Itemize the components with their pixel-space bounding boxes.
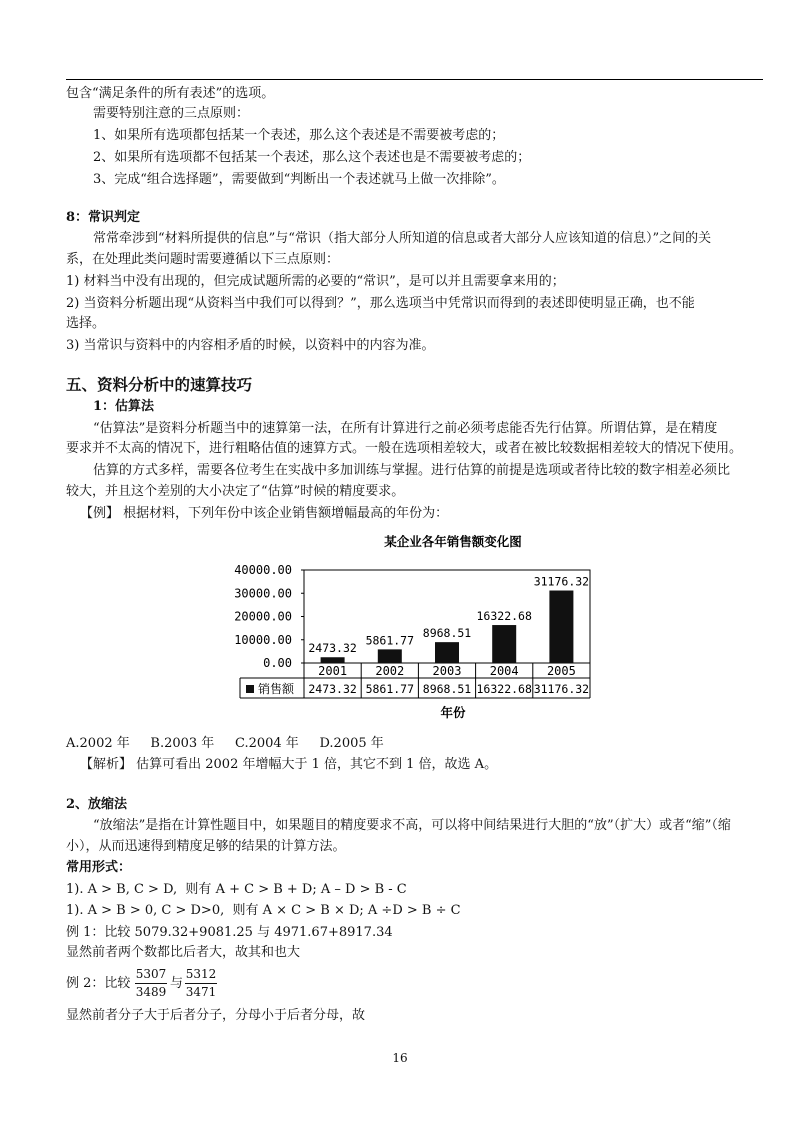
chart-title: 某企业各年销售额变化图: [384, 534, 522, 549]
data-label: 5861.77: [365, 633, 415, 648]
category-label: 2003: [432, 664, 462, 678]
data-label: 8968.51: [422, 626, 472, 641]
data-label: 2473.32: [308, 641, 357, 656]
table-value: 16322.68: [476, 682, 532, 696]
y-tick-label: 10000.00: [234, 632, 292, 647]
example-line: 【例】 根据材料，下列年份中该企业销售额增幅最高的年份为：: [80, 506, 449, 521]
text-line: 2、如果所有选项都不包括某一个表述，那么这个表述也是不需要被考虑的；: [93, 150, 531, 165]
paragraph-line: 显然前者分子大于后者分子，分母小于后者分母，故: [66, 1008, 366, 1023]
table-value: 31176.32: [533, 682, 590, 696]
list-item: 选择。: [66, 316, 106, 331]
fraction-denominator: 3489: [135, 985, 167, 999]
text-line: 3、完成“组合选择题”，需要做到“判断出一个表述就马上做一次排除”。: [93, 172, 505, 187]
list-item: 2) 当资料分析题出现“从资料当中我们可以得到？”，那么选项当中凭常识而得到的表述即使明显正确，也不能: [66, 296, 695, 311]
table-value: 5861.77: [365, 682, 415, 696]
bar: [378, 649, 402, 663]
fraction-denominator: 3471: [185, 985, 217, 999]
bar: [549, 591, 573, 663]
list-item: 3) 当常识与资料中的内容相矛盾的时候，以资料中的内容为准。: [66, 338, 435, 353]
category-label: 2001: [318, 664, 348, 678]
subsection-heading: 1：估算法: [93, 399, 155, 414]
paragraph-line: “放缩法”是指在计算性题目中，如果题目的精度要求不高，可以将中间结果进行大胆的“放”（扩大）或者“缩”（缩: [93, 818, 731, 833]
y-tick-label: 30000.00: [234, 586, 292, 601]
page-number: 16: [392, 1051, 408, 1065]
text-line: 需要特别注意的三点原则：: [93, 106, 250, 121]
paragraph-line: 小），从而迅速得到精度足够的结果的计算方法。: [66, 839, 346, 854]
y-tick-label: 20000.00: [234, 609, 292, 624]
category-label: 2004: [489, 664, 519, 678]
table-value: 2473.32: [308, 682, 357, 696]
fraction-bar: [135, 983, 167, 984]
table-value: 8968.51: [422, 682, 472, 696]
data-label: 31176.32: [533, 574, 590, 589]
section-heading: 8：常识判定: [66, 210, 141, 225]
sales-bar-chart: [220, 526, 620, 726]
x-axis-title: 年份: [440, 705, 466, 720]
fraction-numerator: 5312: [185, 967, 217, 981]
data-label: 16322.68: [476, 609, 532, 624]
fraction-bar: [185, 983, 217, 984]
forms-heading: 常用形式：: [66, 860, 132, 875]
category-label: 2002: [375, 664, 405, 678]
example-line: 显然前者两个数都比后者大，故其和也大: [66, 945, 301, 960]
example-line: 例 1：比较 5079.32+9081.25 与 4971.67+8917.34: [66, 925, 393, 940]
chapter-heading: 五、资料分析中的速算技巧: [66, 376, 253, 394]
formula-line: 1). A > B, C > D, 则有 A + C > B + D; A – D > B - C: [66, 882, 407, 897]
text-line: 包含“满足条件的所有表述”的选项。: [66, 86, 275, 101]
legend-swatch: [246, 685, 254, 693]
paragraph-line: 要求并不太高的情况下，进行粗略估值的速算方式。一般在选项相差较大，或者在被比较数据相差较大的情况下使用。: [66, 441, 743, 456]
formula-line: 1). A > B > 0, C > D>0, 则有 A × C > B × D; A ÷D > B ÷ C: [66, 903, 461, 918]
paragraph-line: 系，在处理此类问题时需要遵循以下三点原则：: [66, 252, 340, 267]
paragraph-line: “估算法”是资料分析题当中的速算第一法，在所有计算进行之前必须考虑能否先行估算。所谓估算，是在精度: [93, 421, 718, 436]
paragraph-line: 估算的方式多样，需要各位考生在实战中多加训练与掌握。进行估算的前提是选项或者待比较的数字相差必须比: [93, 463, 731, 478]
bar: [492, 625, 516, 663]
header-rule: [66, 79, 763, 80]
comparison-word: 与: [170, 976, 184, 991]
text-line: 1、如果所有选项都包括某一个表述，那么这个表述是不需要被考虑的；: [93, 128, 505, 143]
y-tick-label: 0.00: [263, 656, 292, 670]
bar: [321, 657, 345, 663]
example-line: 例 2：比较: [66, 976, 131, 991]
y-tick-label: 40000.00: [234, 563, 292, 577]
bar: [435, 642, 459, 663]
legend-label: 销售额: [258, 682, 295, 696]
paragraph-line: 较大，并且这个差别的大小决定了“估算”时候的精度要求。: [66, 484, 405, 499]
paragraph-line: 常常牵涉到“材料所提供的信息”与“常识（指大部分人所知道的信息或者大部分人应该知道的信息）”之间的关: [93, 231, 712, 246]
category-label: 2005: [546, 664, 576, 678]
list-item: 1) 材料当中没有出现的，但完成试题所需的必要的“常识”，是可以并且需要拿来用的；: [66, 274, 565, 289]
section-heading: 2、放缩法: [66, 797, 128, 812]
analysis-line: 【解析】 估算可看出 2002 年增幅大于 1 倍，其它不到 1 倍，故选 A。: [80, 757, 498, 772]
fraction-numerator: 5307: [135, 967, 167, 981]
answer-options: A.2002 年 B.2003 年 C.2004 年 D.2005 年: [66, 736, 384, 751]
